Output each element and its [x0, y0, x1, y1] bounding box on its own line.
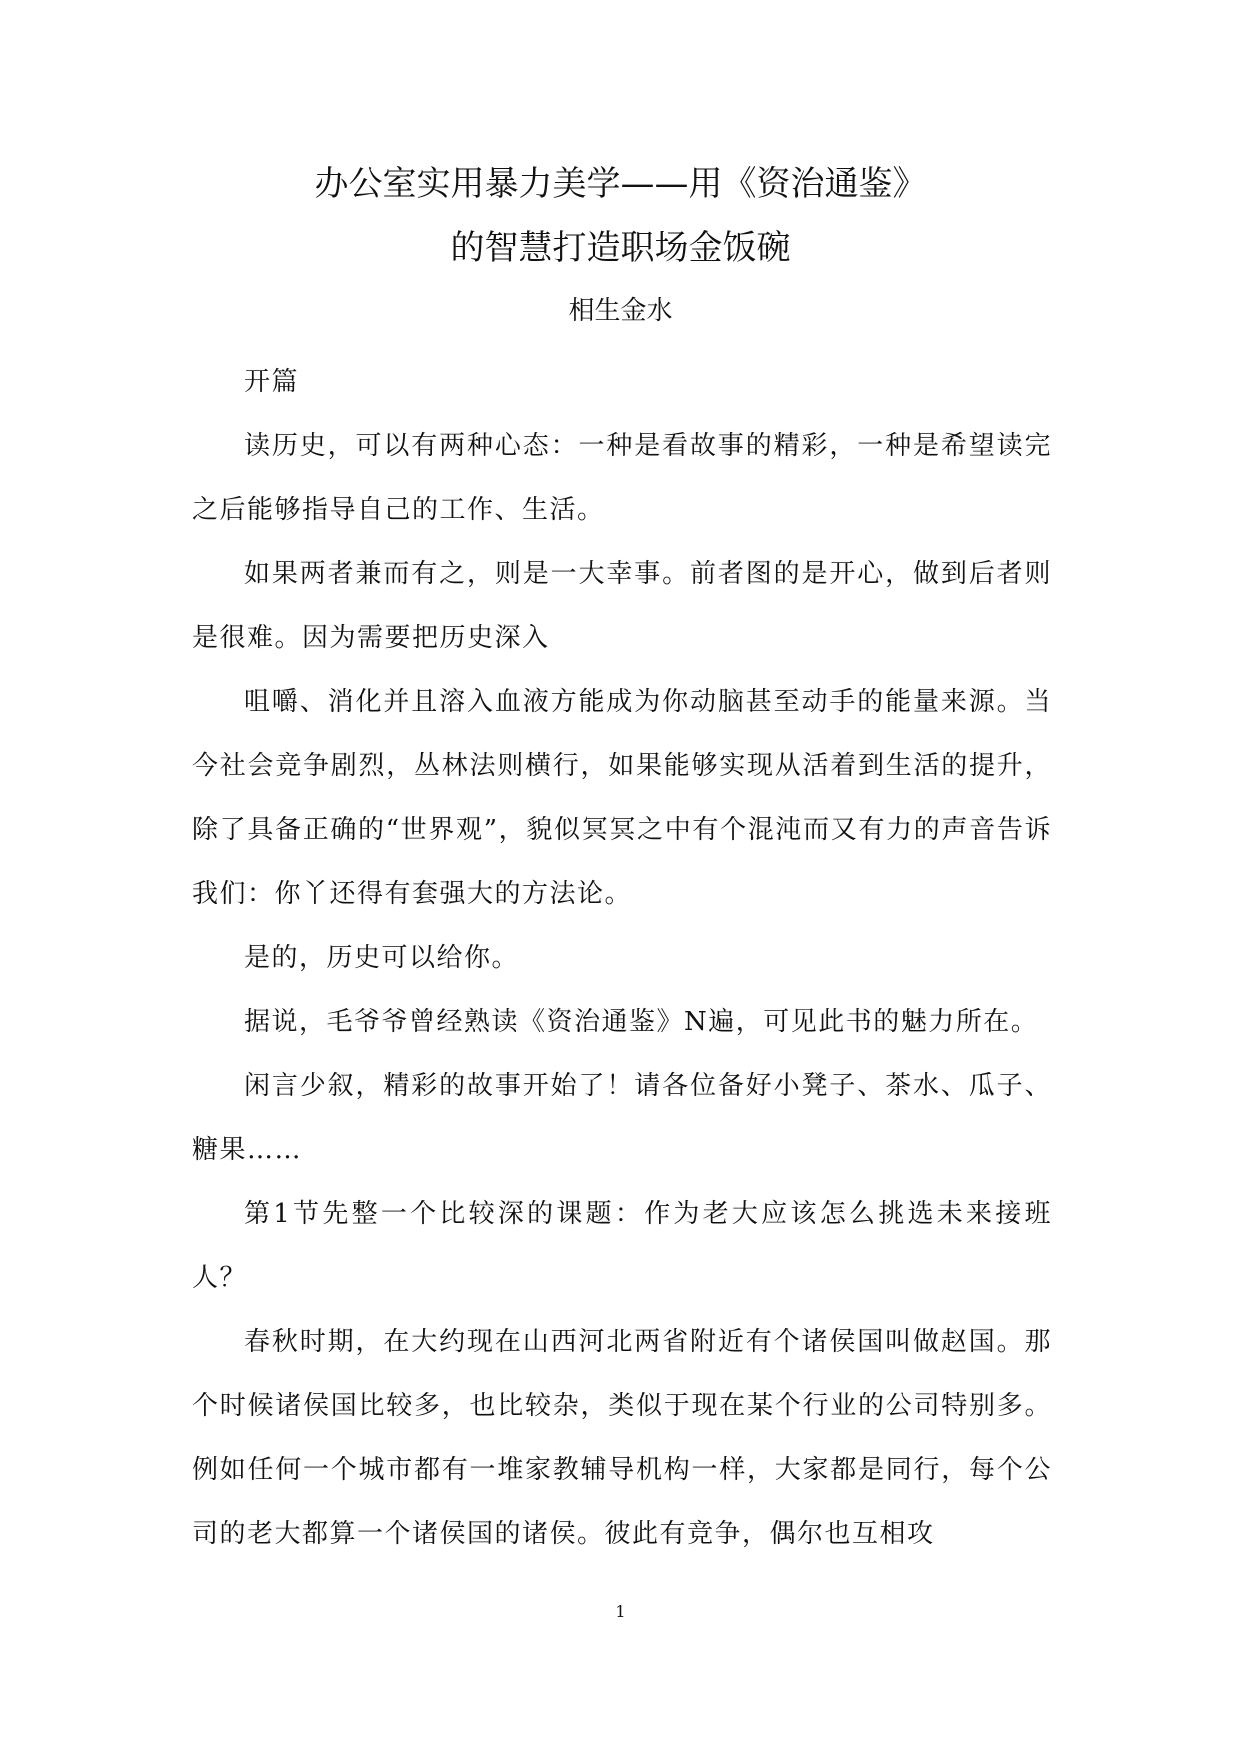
paragraph: 如果两者兼而有之，则是一大幸事。前者图的是开心，做到后者则是很难。因为需要把历史深入	[192, 559, 1052, 653]
paragraph: 闲言少叙，精彩的故事开始了！请各位备好小凳子、茶水、瓜子、糖果……	[192, 1071, 1052, 1165]
document-body	[192, 350, 1052, 1566]
document-title-line-1: 办公室实用暴力美学——用《资治通鉴》	[314, 164, 927, 204]
paragraph-section-heading: 开篇	[244, 367, 300, 397]
paragraph: 据说，毛爷爷曾经熟读《资治通鉴》N遍，可见此书的魅力所在。	[244, 1007, 1039, 1037]
paragraph: 读历史，可以有两种心态：一种是看故事的精彩，一种是希望读完之后能够指导自己的工作、生活。	[192, 431, 1052, 525]
page-number: 1	[615, 1602, 626, 1621]
paragraph: 春秋时期，在大约现在山西河北两省附近有个诸侯国叫做赵国。那个时候诸侯国比较多，也比较杂，类似于现在某个行业的公司特别多。例如任何一个城市都有一堆家教辅导机构一样，大家都是同行，每个公司的老大都算一个诸侯国的诸侯。彼此有竞争，偶尔也互相攻	[192, 1327, 1052, 1549]
paragraph: 咀嚼、消化并且溶入血液方能成为你动脑甚至动手的能量来源。当今社会竞争剧烈，丛林法则横行，如果能够实现从活着到生活的提升，除了具备正确的“世界观”，貌似冥冥之中有个混沌而又有力的声音告诉我们：你丫还得有套强大的方法论。	[192, 687, 1052, 909]
document-title-line-2: 的智慧打造职场金饭碗	[450, 228, 791, 268]
paragraph-chapter-heading: 第1节先整一个比较深的课题：作为老大应该怎么挑选未来接班人？	[192, 1199, 1052, 1293]
document-author: 相生金水	[568, 296, 673, 326]
paragraph: 是的，历史可以给你。	[244, 943, 520, 973]
